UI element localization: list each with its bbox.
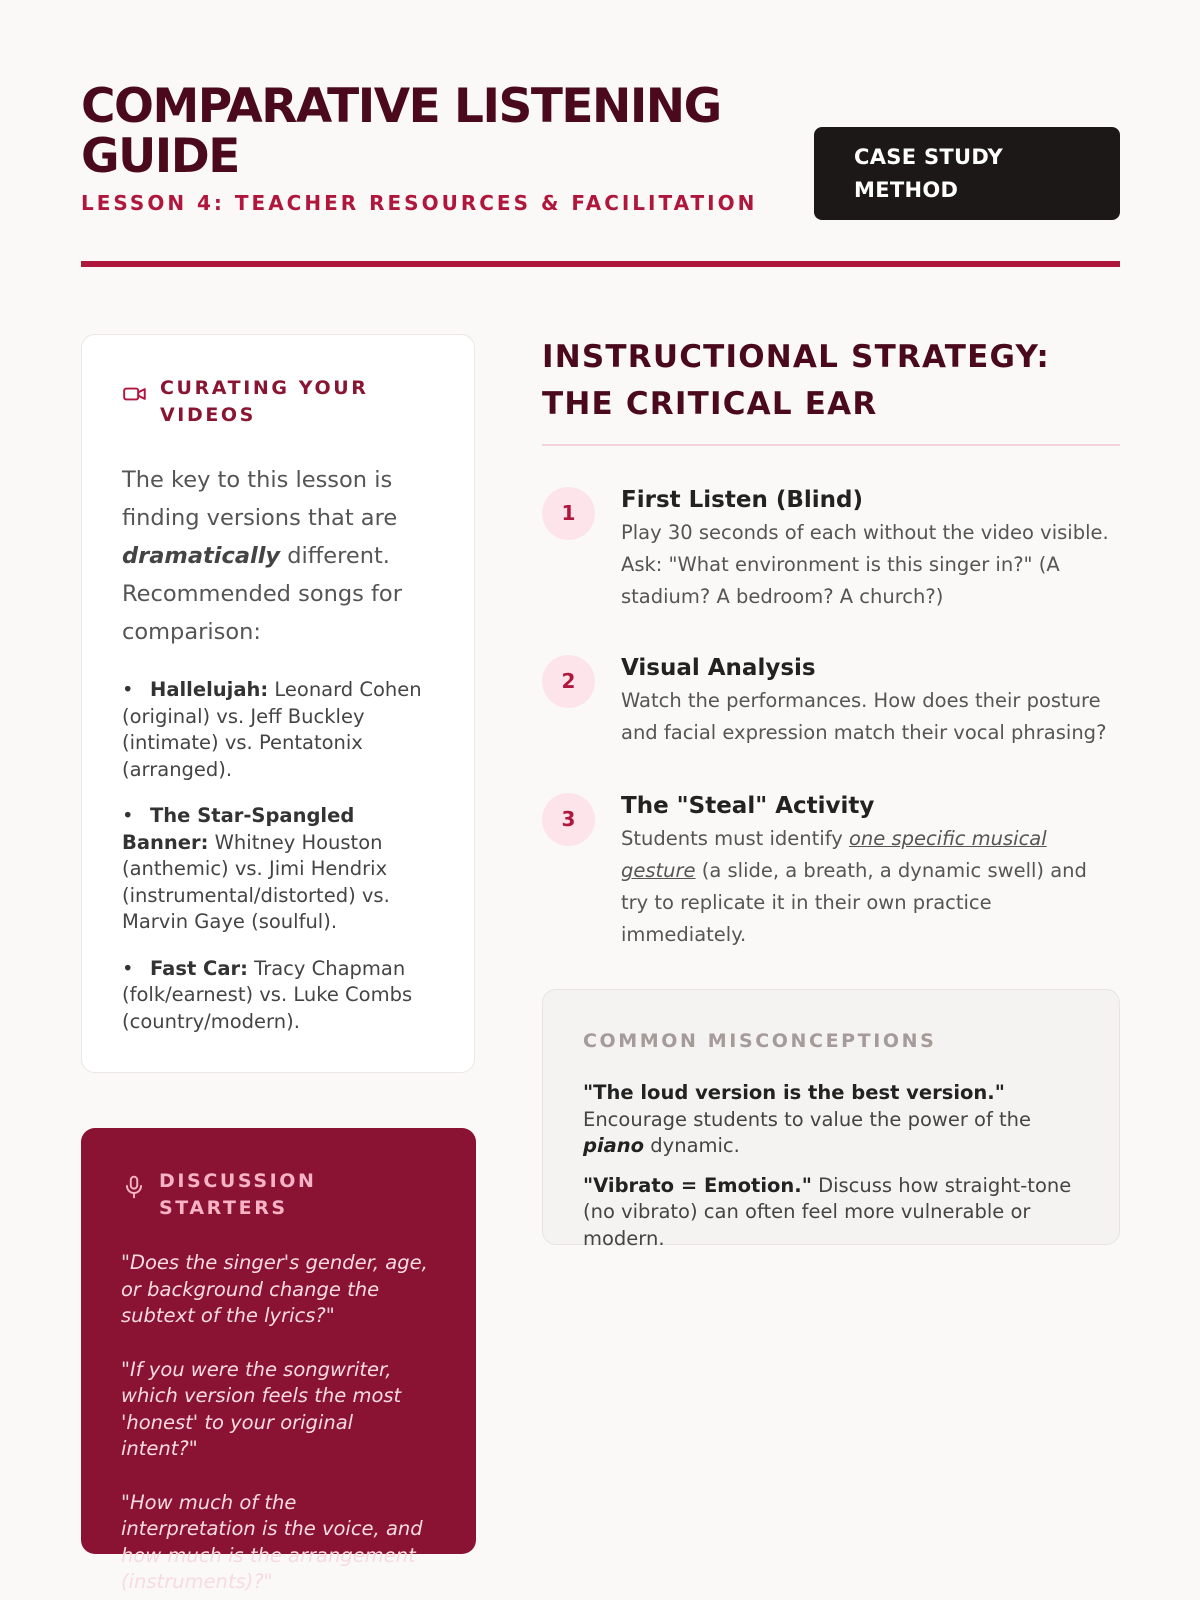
song-detail: Whitney Houston (anthemic) vs. Jimi Hendrix (instrumental/distorted) vs. Marvin Gaye (soulful). xyxy=(122,830,390,933)
strategy-step xyxy=(542,790,1120,951)
misconception-statement: "The loud version is the best version." xyxy=(583,1081,1005,1104)
strategy-step xyxy=(542,484,1120,613)
misconceptions-card xyxy=(542,989,1120,1250)
video-camera-icon xyxy=(122,381,148,407)
page-header xyxy=(81,80,1120,268)
instructional-strategy xyxy=(542,334,1120,951)
strategy-steps xyxy=(542,484,1120,951)
step-desc-end: (a slide, a breath, a dynamic swell) and try to replicate it in their own practice immediately. xyxy=(621,859,1087,946)
discussion-starters-card xyxy=(81,1128,476,1593)
song-item xyxy=(122,803,434,936)
step-title: Visual Analysis xyxy=(621,655,816,681)
strategy-divider xyxy=(542,444,1120,446)
song-name: Fast Car: xyxy=(150,956,248,980)
step-desc-emphasis: one specific musical gesture xyxy=(621,827,1047,882)
misconception-text: Discuss how straight-tone (no vibrato) can often feel more vulnerable or modern. xyxy=(583,1173,1072,1250)
page-title: COMPARATIVE LISTENING GUIDE xyxy=(81,79,721,184)
discussion-starters-label: DISCUSSION STARTERS xyxy=(159,1170,317,1219)
page-subtitle: LESSON 4: TEACHER RESOURCES & FACILITATION xyxy=(81,191,758,215)
step-description xyxy=(621,823,1120,951)
header-divider xyxy=(81,261,1120,267)
discussion-quote: "Does the singer's gender, age, or background change the subtext of the lyrics?" xyxy=(121,1251,428,1327)
discussion-quote: "If you were the songwriter, which version feels the most 'honest' to your original intent?" xyxy=(121,1357,402,1460)
step-desc-start: Students must identify xyxy=(621,827,843,850)
song-item xyxy=(122,956,434,1036)
misconception-statement: "Vibrato = Emotion." xyxy=(583,1173,812,1197)
intro-emphasis: dramatically xyxy=(122,543,281,569)
intro-text-start: The key to this lesson is finding versions that are xyxy=(122,467,398,531)
step-number-badge: 2 xyxy=(542,655,595,708)
strategy-title: INSTRUCTIONAL STRATEGY: THE CRITICAL EAR xyxy=(542,339,1051,422)
misconception-emphasis: piano xyxy=(583,1134,645,1157)
step-title: The "Steal" Activity xyxy=(621,793,875,819)
song-detail: Leonard Cohen (original) vs. Jeff Buckley (intimate) vs. Pentatonix (arranged). xyxy=(122,678,422,781)
discussion-starters-header xyxy=(121,1168,436,1222)
microphone-icon xyxy=(121,1174,147,1200)
step-description: Watch the performances. How does their posture and facial expression match their vocal phrasing? xyxy=(621,689,1107,744)
misconceptions-label: COMMON MISCONCEPTIONS xyxy=(583,1030,937,1052)
misconception-text: Encourage students to value the power of the xyxy=(583,1107,1032,1131)
intro-text-end: different. Recommended songs for comparison: xyxy=(122,543,402,645)
song-name: The Star-Spangled Banner: xyxy=(122,804,355,854)
step-description: Play 30 seconds of each without the video visible. Ask: "What environment is this singer in?" (A stadium? A bedroom? A church?) xyxy=(621,521,1109,608)
step-number-badge: 1 xyxy=(542,487,595,540)
misconception-list xyxy=(583,1080,1079,1252)
misconception-text-end: dynamic. xyxy=(650,1134,740,1157)
curating-videos-card xyxy=(81,334,475,1073)
song-item xyxy=(122,677,434,783)
strategy-step xyxy=(542,652,1120,749)
misconception-item xyxy=(583,1173,1079,1253)
song-detail: Tracy Chapman (folk/earnest) vs. Luke Combs (country/modern). xyxy=(122,956,413,1033)
curating-videos-intro xyxy=(122,461,434,651)
discussion-quote: "How much of the interpretation is the voice, and how much is the arrangement (instruments)?" xyxy=(121,1490,423,1593)
song-name: Hallelujah: xyxy=(150,678,269,701)
step-number-badge: 3 xyxy=(542,793,595,846)
step-title: First Listen (Blind) xyxy=(621,487,863,513)
discussion-quotes xyxy=(121,1250,436,1596)
misconception-item xyxy=(583,1080,1079,1160)
curating-videos-label: CURATING YOUR VIDEOS xyxy=(160,377,369,426)
song-list xyxy=(122,677,434,1035)
page xyxy=(81,0,1120,1600)
curating-videos-header xyxy=(122,375,434,429)
method-badge: CASE STUDY METHOD xyxy=(814,127,1120,220)
